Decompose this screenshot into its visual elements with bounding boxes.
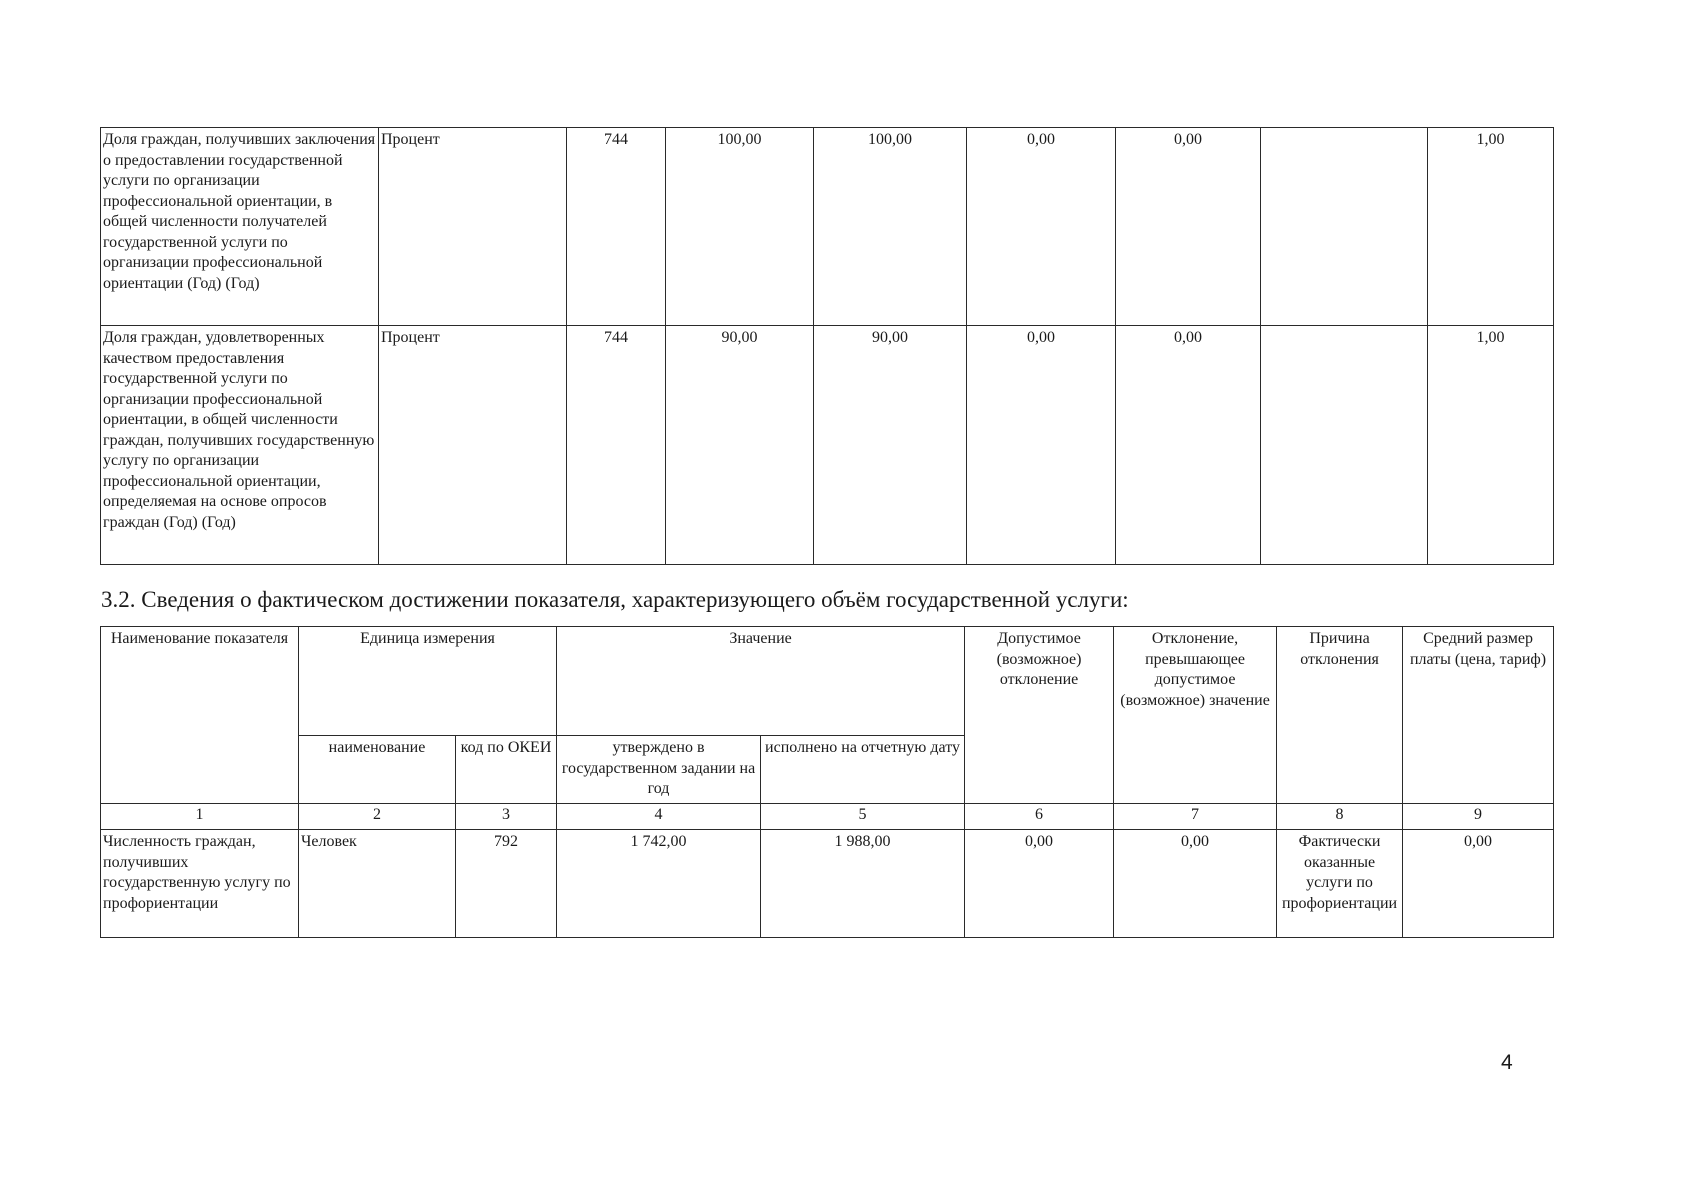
column-number: 9 <box>1403 804 1554 830</box>
deviation-reason <box>1261 128 1428 326</box>
header-allowed-deviation: Допустимое (возможное) отклонение <box>965 627 1114 804</box>
allowed-deviation: 0,00 <box>965 830 1114 938</box>
header-unit-group: Единица измерения <box>299 627 557 736</box>
column-number: 5 <box>761 804 965 830</box>
approved-value: 90,00 <box>666 326 814 565</box>
column-numbers-row <box>101 804 1554 830</box>
last-column-value: 1,00 <box>1428 128 1554 326</box>
column-number: 2 <box>299 804 456 830</box>
header-excess-deviation: Отклонение, превышающее допустимое (возможное) значение <box>1114 627 1277 804</box>
deviation-reason <box>1261 326 1428 565</box>
executed-value: 100,00 <box>814 128 967 326</box>
header-value-group: Значение <box>557 627 965 736</box>
header-avg-fee: Средний размер платы (цена, тариф) <box>1403 627 1554 804</box>
header-okei: код по ОКЕИ <box>456 736 557 804</box>
excess-deviation: 0,00 <box>1114 830 1277 938</box>
header-reason: Причина отклонения <box>1277 627 1403 804</box>
executed-value: 1 988,00 <box>761 830 965 938</box>
table-row <box>101 128 1554 326</box>
table-row <box>101 326 1554 565</box>
indicator-name: Численность граждан, получивших государственную услугу по профориентации <box>101 830 299 938</box>
unit-name: Человек <box>299 830 456 938</box>
approved-value: 1 742,00 <box>557 830 761 938</box>
allowed-deviation: 0,00 <box>967 326 1116 565</box>
indicator-name: Доля граждан, удовлетворенных качеством предоставления государственной услуги по организации профессиональной ориентации, в общей численности граждан, получивших государственную услугу по организации профессиональной ориентации, определяемая на основе опросов граждан (Год) (Год) <box>101 326 379 565</box>
unit-name: Процент <box>379 128 567 326</box>
header-executed: исполнено на отчетную дату <box>761 736 965 804</box>
volume-indicators-table <box>100 626 1554 938</box>
page-number: 4 <box>1501 1051 1513 1074</box>
column-number: 8 <box>1277 804 1403 830</box>
header-row <box>101 627 1554 736</box>
excess-deviation: 0,00 <box>1116 326 1261 565</box>
header-approved: утверждено в государственном задании на год <box>557 736 761 804</box>
okei-code: 792 <box>456 830 557 938</box>
header-unit-name: наименование <box>299 736 456 804</box>
column-number: 4 <box>557 804 761 830</box>
excess-deviation: 0,00 <box>1116 128 1261 326</box>
avg-fee: 0,00 <box>1403 830 1554 938</box>
table-row <box>101 830 1554 938</box>
approved-value: 100,00 <box>666 128 814 326</box>
section-heading: 3.2. Сведения о фактическом достижении показателя, характеризующего объём государственной услуги: <box>101 587 1129 612</box>
quality-indicators-table <box>100 127 1554 565</box>
unit-name: Процент <box>379 326 567 565</box>
okei-code: 744 <box>567 326 666 565</box>
allowed-deviation: 0,00 <box>967 128 1116 326</box>
column-number: 6 <box>965 804 1114 830</box>
column-number: 3 <box>456 804 557 830</box>
deviation-reason: Фактически оказанные услуги по профориентации <box>1277 830 1403 938</box>
indicator-name: Доля граждан, получивших заключения о предоставлении государственной услуги по организации профессиональной ориентации, в общей численности получателей государственной услуги по организации профессиональной ориентации (Год) (Год) <box>101 128 379 326</box>
column-number: 1 <box>101 804 299 830</box>
header-name: Наименование показателя <box>101 627 299 804</box>
last-column-value: 1,00 <box>1428 326 1554 565</box>
okei-code: 744 <box>567 128 666 326</box>
column-number: 7 <box>1114 804 1277 830</box>
executed-value: 90,00 <box>814 326 967 565</box>
